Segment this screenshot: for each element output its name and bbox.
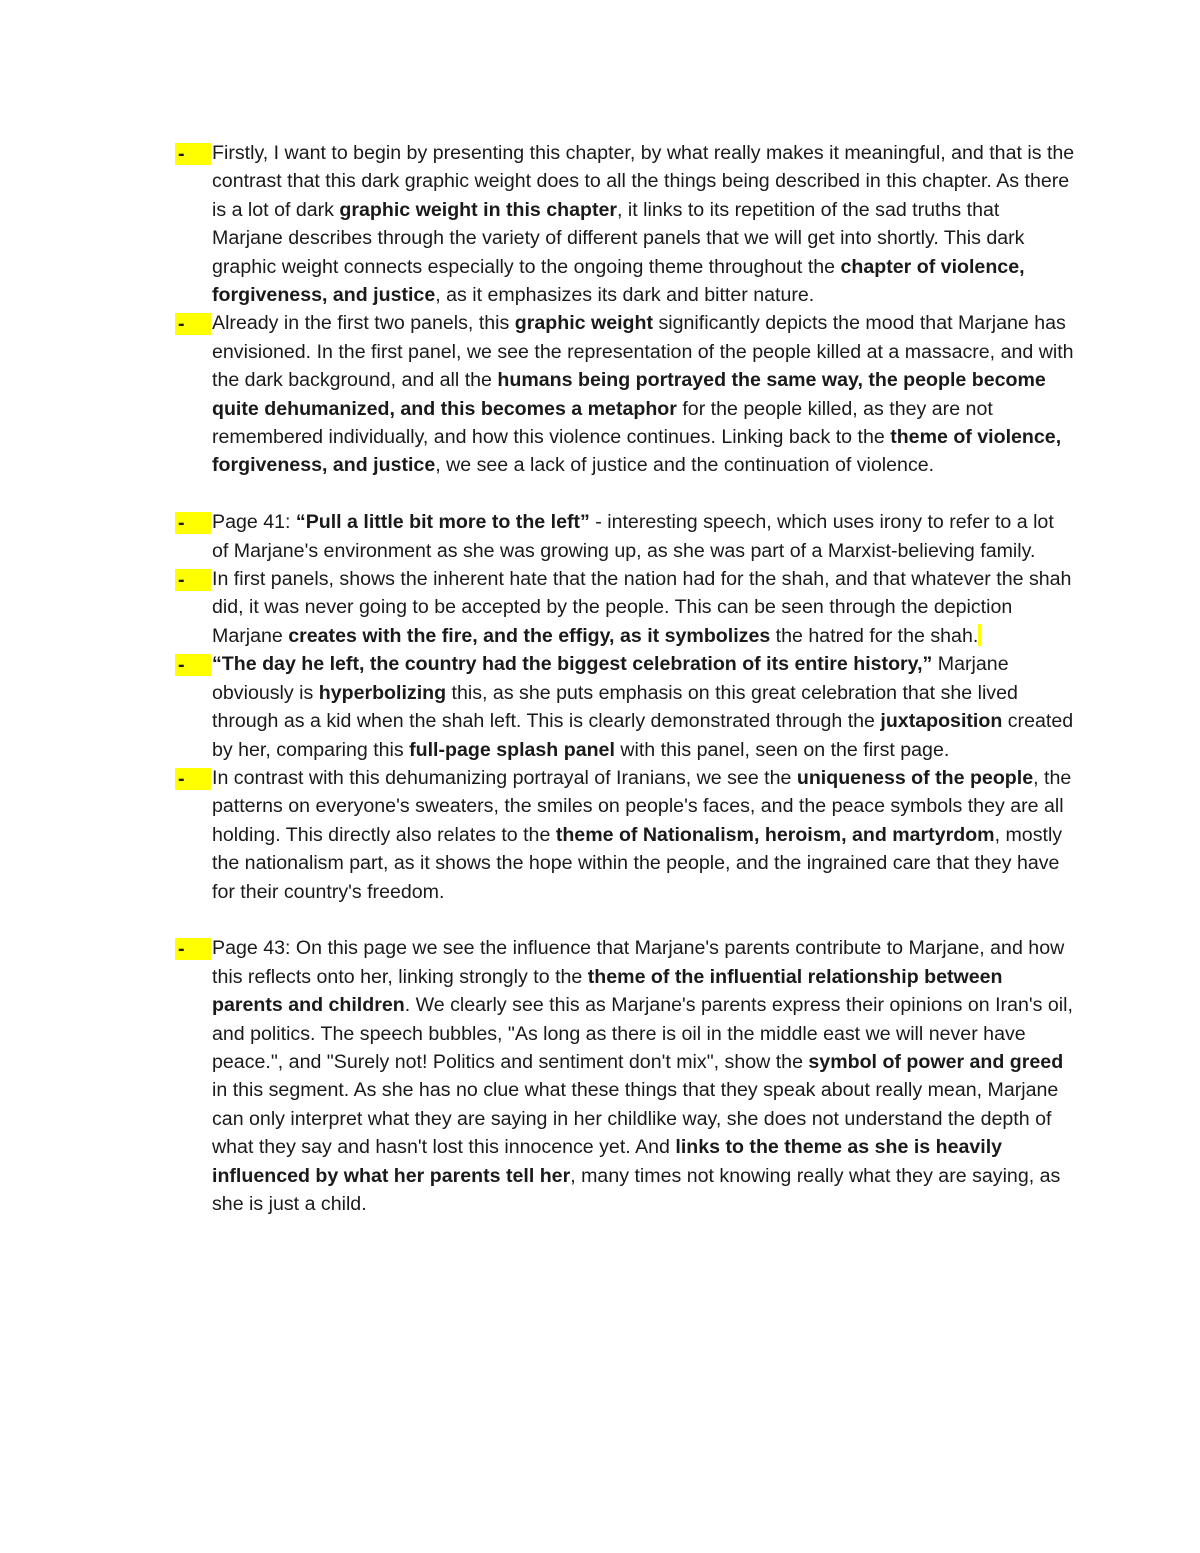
text-run: , mostly the nationalism part, as it shows the hope within the people, and the ingrained care that they have for their country's freedom.: [212, 823, 1063, 903]
bullet-item: [175, 565, 1075, 650]
text-run: , we see a lack of justice and the continuation of violence.: [435, 454, 935, 477]
bold-phrase: juxtaposition: [880, 710, 1003, 733]
bold-phrase: symbol of power and greed: [808, 1050, 1064, 1073]
text-run: Marjane obviously is: [212, 653, 1009, 704]
bold-phrase: links to the theme as she is heavily influenced by what her parents tell her: [212, 1136, 1003, 1187]
text-run: Page 43: On this page we see the influence that Marjane's parents contribute to Marjane, and how this reflects onto her, linking strongly to the: [212, 937, 1065, 988]
bullet-item: [175, 508, 1075, 565]
bullet-item: [175, 764, 1075, 906]
blank-line: [175, 906, 1075, 934]
text-run: this, as she puts emphasis on this great celebration that she lived through as a kid when the shah left. This is clearly demonstrated through the: [212, 681, 1018, 733]
text-run: Page 41:: [212, 511, 296, 534]
bold-phrase: “The day he left, the country had the biggest celebration of its entire history,”: [212, 653, 933, 676]
bullet-dash: -: [175, 143, 211, 165]
bold-phrase: theme of violence, forgiveness, and justice: [212, 426, 1062, 477]
bullet-dash: -: [175, 313, 211, 335]
bold-phrase: humans being portrayed the same way, the people become quite dehumanized, and this becomes a metaphor: [212, 369, 1046, 420]
text-run: , as it emphasizes its dark and bitter nature.: [435, 284, 815, 307]
blank-line: [175, 480, 1075, 508]
text-run: , many times not knowing really what they are saying, as she is just a child.: [212, 1164, 1061, 1215]
bold-phrase: chapter of violence, forgiveness, and justice: [212, 255, 1025, 307]
text-run: Already in the first two panels, this: [212, 312, 515, 335]
bullet-item: [175, 139, 1075, 309]
bullet-dash: -: [175, 938, 211, 960]
text-run: , it links to its repetition of the sad truths that Marjane describes through the variety of different panels that we will get into shortly. This dark graphic weight connects especially to the ongoing theme throughout the: [212, 198, 1025, 278]
bold-phrase: full-page splash panel: [409, 738, 615, 761]
text-run: with this panel, seen on the first page.: [614, 738, 950, 761]
bullet-dash: -: [175, 512, 211, 534]
text-run: significantly depicts the mood that Marjane has envisioned. In the first panel, we see the representation of the people killed at a massacre, and with the dark background, and all the: [212, 312, 1074, 392]
text-run: Firstly, I want to begin by presenting this chapter, by what really makes it meaningful, and that is the contrast that this dark graphic weight does to all the things being described in this chapter. As there is a lot of dark: [212, 142, 1075, 221]
bold-phrase: creates with the fire, and the effigy, as it symbolizes: [288, 624, 771, 647]
text-run: In contrast with this dehumanizing portrayal of Iranians, we see the: [212, 766, 797, 789]
bold-phrase: theme of Nationalism, heroism, and martyrdom: [555, 823, 995, 846]
text-run: , the patterns on everyone's sweaters, the smiles on people's faces, and the peace symbols they are all holding. This directly also relates to the: [212, 766, 1072, 846]
bold-phrase: hyperbolizing: [318, 681, 447, 704]
bullet-dash: -: [175, 569, 211, 591]
bullet-item: [175, 934, 1075, 1218]
bullet-dash: -: [175, 768, 211, 790]
bold-phrase: graphic weight in this chapter: [339, 198, 618, 221]
bold-phrase: graphic weight: [514, 312, 654, 335]
highlight-cursor-mark: [978, 624, 981, 646]
bold-phrase: uniqueness of the people: [796, 766, 1034, 789]
bullet-item: [175, 309, 1075, 479]
text-run: for the people killed, as they are not remembered individually, and how this violence continues. Linking back to the: [212, 397, 993, 449]
bold-phrase: theme of the influential relationship between parents and children: [212, 965, 1003, 1017]
text-run: in this segment. As she has no clue what these things that they speak about really mean, Marjane can only interpret what they are saying in her childlike way, she does not understand the depth of what they say and hasn't lost this innocence yet. And: [212, 1079, 1059, 1159]
text-run: created by her, comparing this: [212, 710, 1074, 761]
text-run: In first panels, shows the inherent hate that the nation had for the shah, and that whatever the shah did, it was never going to be accepted by the people. This can be seen through the depiction Marjane: [212, 568, 1072, 647]
text-run: - interesting speech, which uses irony to refer to a lot of Marjane's environment as she was growing up, as she was part of a Marxist-believing family.: [212, 511, 1054, 562]
bullet-dash: -: [175, 654, 211, 676]
notes-list: [175, 139, 1075, 1218]
text-run: . We clearly see this as Marjane's parents express their opinions on Iran's oil, and politics. The speech bubbles, "As long as there is oil in the middle east we will never have peace.", and "Surely not! Politics and sentiment don't mix", show the: [212, 994, 1073, 1073]
bold-phrase: “Pull a little bit more to the left”: [295, 511, 590, 534]
text-run: the hatred for the shah.: [770, 624, 979, 647]
bullet-item: [175, 650, 1075, 764]
